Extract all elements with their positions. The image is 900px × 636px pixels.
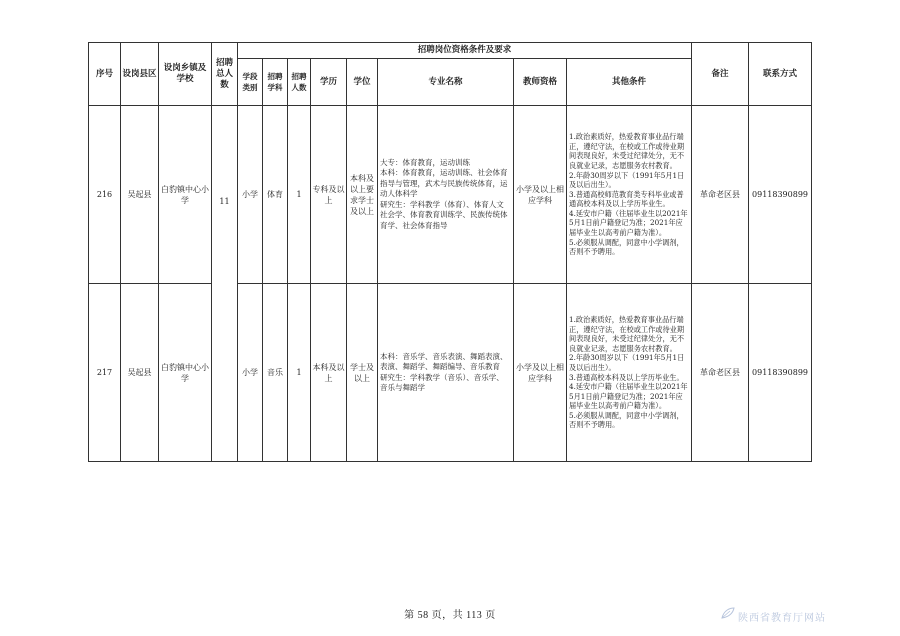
row-seq: 216: [89, 106, 121, 284]
row-other-conditions: 1.政治素质好，热爱教育事业品行端正，遵纪守法，在校或工作或待业期间表现良好，未受过纪律处分，无不良就业记录，志愿服务农村教育。 2.年龄30周岁以下（1991年5月1日及以后出生）。 3.普通高校师范教育类专科毕业或普通高校本科及以上学历毕业生。 4.延安市户籍（往届毕业生以2021年5月1日前户籍登记为准；2021年应届毕业生以高考前户籍为准）。 5.必须服从调配，同意中小学调剂，否则不予聘用。: [567, 106, 692, 284]
header-school: 设岗乡镇及学校: [159, 43, 212, 106]
header-seq: 序号: [89, 43, 121, 106]
row-degree: 学士及以上: [347, 284, 378, 462]
header-total: 招聘总人数: [212, 43, 238, 106]
table-row: [89, 106, 812, 284]
header-major: 专业名称: [378, 59, 514, 106]
row-count: 1: [288, 284, 311, 462]
row-degree: 本科及以上要求学士及以上: [347, 106, 378, 284]
row-teacher-cert: 小学及以上相应学科: [514, 284, 567, 462]
header-count: 招聘人数: [288, 59, 311, 106]
row-county: 吴起县: [121, 284, 159, 462]
row-remark: 革命老区县: [692, 106, 749, 284]
header-education: 学历: [311, 59, 347, 106]
row-education: 专科及以上: [311, 106, 347, 284]
table-row: [89, 284, 812, 462]
header-teacher-cert: 教师资格: [514, 59, 567, 106]
row-county: 吴起县: [121, 106, 159, 284]
header-county: 设岗县区: [121, 43, 159, 106]
row-other-conditions: 1.政治素质好，热爱教育事业品行端正，遵纪守法，在校或工作或待业期间表现良好，未受过纪律处分，无不良就业记录，志愿服务农村教育。 2.年龄30周岁以下（1991年5月1日及以后出生）。 3.普通高校本科及以上学历毕业生。 4.延安市户籍（往届毕业生以2021年5月1日前户籍登记为准；2021年应届毕业生以高考前户籍为准）。 5.必须服从调配，同意中小学调剂，否则不予聘用。: [567, 284, 692, 462]
watermark-text: 陕西省教育厅网站: [738, 613, 826, 624]
row-teacher-cert: 小学及以上相应学科: [514, 106, 567, 284]
row-subject: 体育: [263, 106, 288, 284]
recruitment-table: [88, 42, 812, 462]
row-school: 白豹镇中心小学: [159, 284, 212, 462]
row-stage: 小学: [238, 284, 263, 462]
page-footer: 第 58 页，共 113 页: [404, 610, 496, 621]
watermark-leaf-icon: [720, 606, 736, 620]
row-school: 白豹镇中心小学: [159, 106, 212, 284]
row-count: 1: [288, 106, 311, 284]
row-major: 本科：音乐学、音乐表演、舞蹈表演、表演、舞蹈学、舞蹈编导、音乐教育 研究生：学科教学（音乐）、音乐学、音乐与舞蹈学: [378, 284, 514, 462]
row-stage: 小学: [238, 106, 263, 284]
row-remark: 革命老区县: [692, 284, 749, 462]
header-stage: 学段类别: [238, 59, 263, 106]
header-qualifications-group: 招聘岗位资格条件及要求: [238, 43, 692, 59]
row-education: 本科及以上: [311, 284, 347, 462]
row-major: 大专：体育教育，运动训练 本科：体育教育，运动训练、社会体育指导与管理，武术与民族传统体育，运动人体科学 研究生：学科教学（体育）、体育人文社会学、体育教育训练学、民族传统体育学、社会体育指导: [378, 106, 514, 284]
header-other-conditions: 其他条件: [567, 59, 692, 106]
header-subject: 招聘学科: [263, 59, 288, 106]
row-contact: 09118390899: [749, 106, 812, 284]
header-contact: 联系方式: [749, 43, 812, 106]
header-degree: 学位: [347, 59, 378, 106]
header-remark: 备注: [692, 43, 749, 106]
row-seq: 217: [89, 284, 121, 462]
row-contact: 09118390899: [749, 284, 812, 462]
group-total: 11: [212, 106, 238, 462]
row-subject: 音乐: [263, 284, 288, 462]
